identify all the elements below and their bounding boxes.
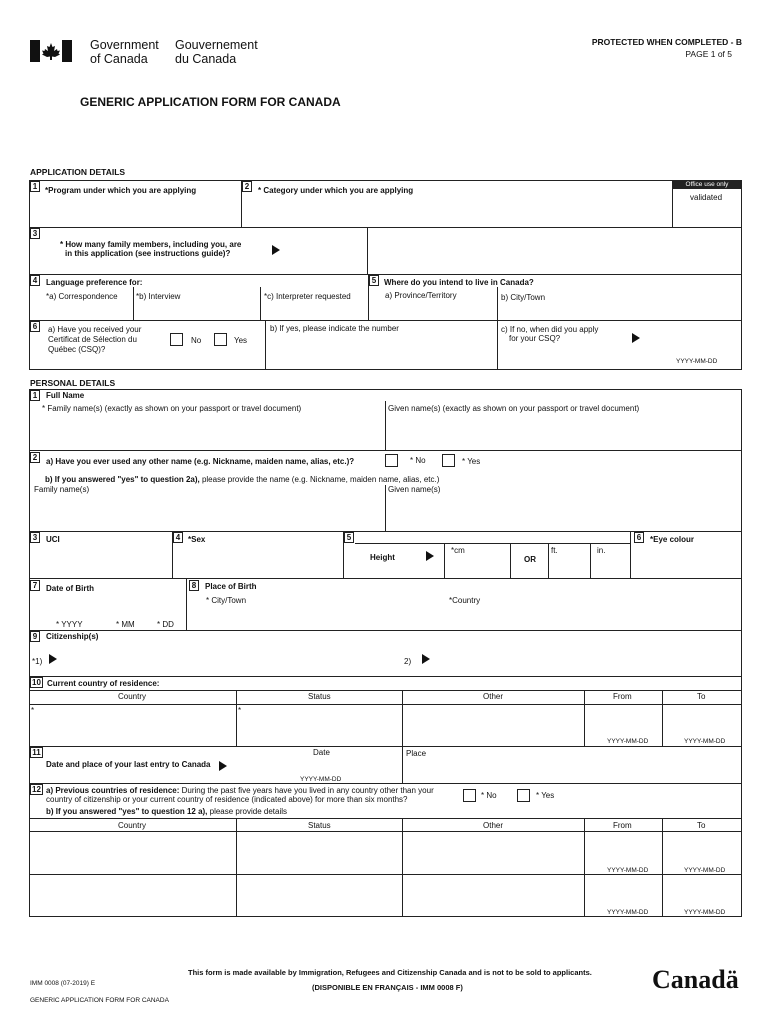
arrow-right-icon: [422, 654, 430, 664]
prev-residence-no-label: * No: [481, 791, 497, 800]
question-number: 6: [30, 321, 40, 332]
sex-label: *Sex: [188, 535, 206, 544]
divider: [29, 818, 742, 819]
divider: [29, 450, 742, 451]
dob-year-label: * YYYY: [56, 620, 83, 629]
col-country: Country: [118, 692, 147, 701]
col-to: To: [697, 692, 706, 701]
csq-yes-label: Yes: [234, 336, 248, 345]
personal-details-frame: [29, 389, 742, 917]
required-star: *: [238, 706, 242, 715]
form-title: GENERIC APPLICATION FORM FOR CANADA: [80, 95, 341, 109]
personal-details-title: PERSONAL DETAILS: [30, 378, 116, 388]
citizenship-2-label: 2): [404, 657, 412, 666]
program-label: *Program under which you are applying: [45, 186, 197, 195]
divider: [29, 704, 742, 705]
prev-residence-yes-checkbox[interactable]: [517, 789, 530, 802]
date-format-hint: YYYY-MM-DD: [607, 867, 649, 874]
date-format-hint: YYYY-MM-DD: [676, 358, 718, 365]
divider: [265, 320, 266, 370]
divider: [236, 690, 237, 746]
correspondence-label: *a) Correspondence: [46, 292, 118, 301]
question-number: 5: [369, 275, 379, 286]
question-number: 12: [30, 784, 43, 795]
pob-city-label: * City/Town: [206, 596, 247, 605]
current-residence-label: Current country of residence:: [47, 679, 160, 688]
last-entry-place-label: Place: [406, 749, 427, 758]
divider: [584, 818, 585, 917]
application-details-title: APPLICATION DETAILS: [30, 167, 126, 177]
family-members-label-2: in this application (see instructions guide)?: [65, 249, 231, 258]
question-number: 9: [30, 631, 40, 642]
last-entry-label: Date and place of your last entry to Canada: [46, 760, 211, 769]
footer-line2: (DISPONIBLE EN FRANÇAIS - IMM 0008 F): [312, 983, 463, 992]
question-number: 10: [30, 677, 43, 688]
arrow-right-icon: [219, 761, 227, 771]
citizenship-label: Citizenship(s): [46, 632, 99, 641]
citizenship-1-label: *1): [32, 657, 43, 666]
validated-label: validated: [690, 193, 723, 202]
arrow-right-icon: [272, 245, 280, 255]
col-other: Other: [483, 821, 504, 830]
csq-no-label: No: [191, 336, 202, 345]
question-number: 1: [30, 390, 40, 401]
csq-no-checkbox[interactable]: [170, 333, 183, 346]
question-number: 2: [242, 181, 252, 192]
divider: [29, 783, 742, 784]
question-number: 8: [189, 580, 199, 591]
col-from: From: [613, 692, 632, 701]
other-given-name-label: Given name(s): [388, 485, 441, 494]
arrow-right-icon: [426, 551, 434, 561]
date-format-hint: YYYY-MM-DD: [607, 738, 649, 745]
divider: [236, 818, 237, 917]
arrow-right-icon: [632, 333, 640, 343]
csq-apply-label-2: for your CSQ?: [509, 334, 561, 343]
question-number: 2: [30, 452, 40, 463]
question-number: 4: [173, 532, 183, 543]
prev-residence-yes-label: * Yes: [536, 791, 555, 800]
col-country: Country: [118, 821, 147, 830]
divider: [584, 690, 585, 746]
divider: [510, 543, 511, 578]
dob-day-label: * DD: [157, 620, 174, 629]
canada-wordmark: Canadä: [652, 965, 739, 994]
canada-flag-icon: [30, 40, 72, 62]
cm-label: *cm: [451, 546, 465, 555]
csq-number-label: b) If yes, please indicate the number: [270, 324, 399, 333]
date-format-hint: YYYY-MM-DD: [684, 867, 726, 874]
other-name-yes-label: * Yes: [462, 457, 481, 466]
language-label: Language preference for:: [46, 278, 143, 287]
col-status: Status: [308, 692, 331, 701]
divider: [260, 287, 261, 320]
divider: [548, 543, 549, 578]
divider: [29, 320, 742, 321]
city-label: b) City/Town: [501, 293, 546, 302]
csq-yes-checkbox[interactable]: [214, 333, 227, 346]
divider: [497, 320, 498, 370]
question-number: 7: [30, 580, 40, 591]
in-label: in.: [597, 546, 606, 555]
divider: [29, 746, 742, 747]
date-format-hint: YYYY-MM-DD: [300, 776, 342, 783]
divider: [590, 543, 591, 578]
other-name-no-label: * No: [410, 456, 426, 465]
divider: [497, 287, 498, 320]
footer-line1: This form is made available by Immigration, Refugees and Citizenship Canada and is not to be sold to applicants.: [188, 968, 592, 977]
prev-residence-no-checkbox[interactable]: [463, 789, 476, 802]
interpreter-label: *c) Interpreter requested: [264, 292, 351, 301]
col-status: Status: [308, 821, 331, 830]
question-number: 4: [30, 275, 40, 286]
divider: [402, 690, 403, 746]
family-name-label: * Family name(s) (exactly as shown on your passport or travel document): [42, 404, 302, 413]
interview-label: *b) Interview: [136, 292, 181, 301]
category-field[interactable]: [242, 197, 672, 227]
csq-label-3: Québec (CSQ)?: [48, 345, 106, 354]
col-other: Other: [483, 692, 504, 701]
gov-fr-line2: du Canada: [175, 52, 237, 66]
gov-fr-line1: Gouvernement: [175, 38, 258, 52]
date-format-hint: YYYY-MM-DD: [607, 909, 649, 916]
full-name-label: Full Name: [46, 391, 85, 400]
question-number: 1: [30, 181, 40, 192]
family-members-field[interactable]: [368, 228, 741, 274]
other-family-name-label: Family name(s): [34, 485, 90, 494]
divider: [444, 543, 445, 578]
divider: [630, 531, 631, 578]
family-members-label-1: * How many family members, including you, are: [60, 240, 242, 249]
col-from: From: [613, 821, 632, 830]
pob-label: Place of Birth: [205, 582, 257, 591]
divider: [355, 543, 630, 544]
other-name-no-checkbox[interactable]: [385, 454, 398, 467]
or-label: OR: [524, 555, 536, 564]
date-format-hint: YYYY-MM-DD: [684, 738, 726, 745]
eye-colour-label: *Eye colour: [650, 535, 695, 544]
dob-label: Date of Birth: [46, 584, 94, 593]
divider: [385, 485, 386, 531]
given-name-label: Given name(s) (exactly as shown on your passport or travel document): [388, 404, 640, 413]
footer-form-name: GENERIC APPLICATION FORM FOR CANADA: [30, 997, 169, 1004]
divider: [402, 818, 403, 917]
other-name-b-label: b) If you answered "yes" to question 2a), please provide the name (e.g. Nickname, maiden name, alias, etc.): [45, 475, 440, 484]
office-use-label: Office use only: [673, 181, 741, 189]
height-label: Height: [370, 553, 395, 562]
last-entry-date-label: Date: [313, 748, 330, 757]
gov-en-line2: of Canada: [90, 52, 148, 66]
dob-month-label: * MM: [116, 620, 135, 629]
form-number: IMM 0008 (07-2019) E: [30, 980, 96, 987]
divider: [29, 831, 742, 832]
program-field[interactable]: [29, 197, 241, 227]
intend-live-label: Where do you intend to live in Canada?: [384, 278, 534, 287]
prev-residence-b-label: b) If you answered "yes" to question 12 a), please provide details: [46, 807, 288, 816]
page-number: PAGE 1 of 5: [685, 49, 732, 59]
question-number: 3: [30, 532, 40, 543]
uci-label: UCI: [46, 535, 60, 544]
category-label: * Category under which you are applying: [258, 186, 414, 195]
divider: [29, 274, 742, 275]
other-name-yes-checkbox[interactable]: [442, 454, 455, 467]
question-number: 3: [30, 228, 40, 239]
gov-en-line1: Government: [90, 38, 159, 52]
pob-country-label: *Country: [449, 596, 481, 605]
required-star: *: [31, 706, 35, 715]
divider: [402, 746, 403, 783]
divider: [186, 578, 187, 630]
divider: [29, 676, 742, 677]
arrow-right-icon: [49, 654, 57, 664]
csq-label-1: a) Have you received your: [48, 325, 142, 334]
divider: [29, 630, 742, 631]
csq-label-2: Certificat de Sélection du: [48, 335, 137, 344]
divider: [133, 287, 134, 320]
question-number: 5: [344, 532, 354, 543]
divider: [662, 690, 663, 746]
prev-residence-label-2: country of citizenship or your current country of residence (indicated above) for more than six months?: [46, 795, 408, 804]
prev-residence-label-1: a) Previous countries of residence: During the past five years have you lived in any country other than your: [46, 786, 434, 795]
csq-apply-label-1: c) If no, when did you apply: [501, 325, 599, 334]
protected-label: PROTECTED WHEN COMPLETED - B: [591, 37, 742, 47]
divider: [29, 690, 742, 691]
date-format-hint: YYYY-MM-DD: [684, 909, 726, 916]
divider: [662, 818, 663, 917]
question-number: 11: [30, 747, 43, 758]
col-to: To: [697, 821, 706, 830]
ft-label: ft.: [551, 546, 558, 555]
other-name-label: a) Have you ever used any other name (e.g. Nickname, maiden name, alias, etc.)?: [46, 457, 355, 466]
divider: [385, 401, 386, 450]
divider: [29, 578, 742, 579]
question-number: 6: [634, 532, 644, 543]
province-label: a) Province/Territory: [385, 291, 457, 300]
